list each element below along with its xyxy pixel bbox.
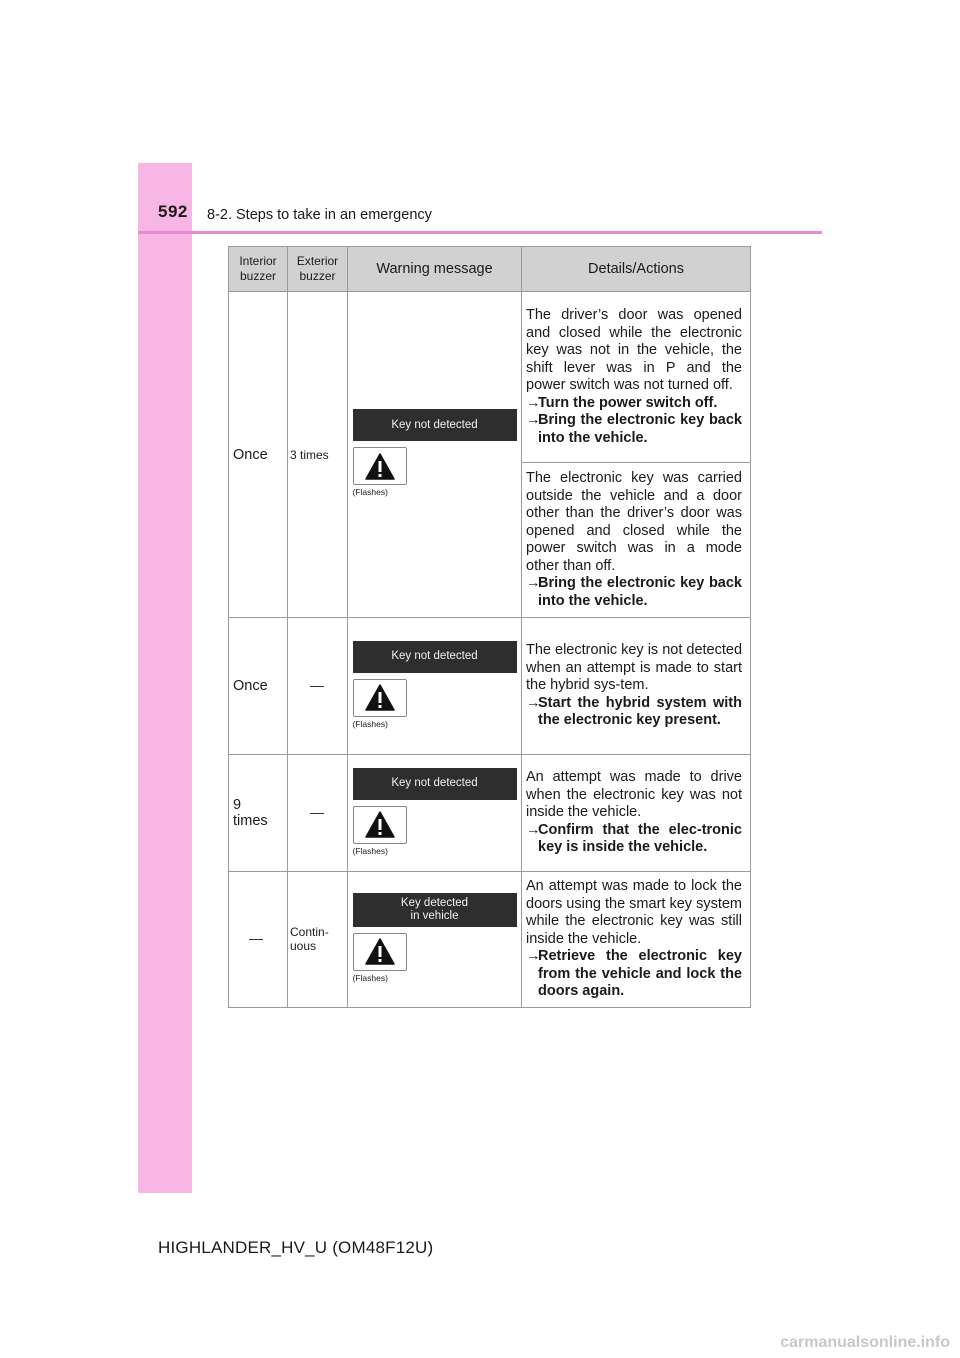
- display-screen: [353, 893, 517, 927]
- interior-buzzer-cell: Once: [229, 292, 288, 618]
- display-screen: Key not detected: [353, 768, 517, 800]
- screen-line2: in vehicle: [410, 909, 459, 922]
- flashes-label: (Flashes): [352, 487, 388, 497]
- flashes-label: (Flashes): [352, 845, 388, 856]
- warning-display: [353, 641, 517, 729]
- table-header-row: [229, 247, 751, 292]
- right-arrow-icon: →: [526, 394, 541, 411]
- exterior-line2: uous: [290, 939, 317, 954]
- exterior-buzzer-cell: [288, 755, 348, 872]
- table-row: [229, 292, 751, 463]
- interior-line1: 9: [233, 797, 242, 813]
- detail-text: The electronic key was carried outside the vehicle and a door other than the driver’s door was opened and closed while the power switch was in a mode other than off.: [526, 470, 742, 574]
- details-cell: [522, 755, 751, 872]
- warning-triangle-icon: [353, 806, 407, 844]
- detail-text: An attempt was made to drive when the electronic key was not inside the vehicle.: [526, 769, 742, 821]
- action-text: Bring the electronic key back into the vehicle.: [538, 412, 742, 446]
- exterior-buzzer-cell: [288, 618, 348, 755]
- details-cell: [522, 292, 751, 463]
- warning-message-cell: [348, 755, 522, 872]
- section-title: 8-2. Steps to take in an emergency: [207, 207, 432, 223]
- warning-table: [228, 246, 751, 1008]
- warning-message-cell: [348, 872, 522, 1008]
- right-arrow-icon: →: [526, 575, 541, 591]
- details-cell: [522, 463, 751, 618]
- action-item: [526, 395, 742, 413]
- col-exterior-line1: Exterior: [296, 254, 339, 268]
- right-arrow-icon: →: [526, 948, 541, 964]
- side-tab-band: [138, 163, 192, 1193]
- col-interior-line1: Interior: [239, 254, 277, 268]
- warning-triangle-icon: [353, 447, 407, 485]
- display-screen: Key not detected: [353, 409, 517, 441]
- table-row: [229, 755, 751, 872]
- exterior-line1: Contin-: [290, 925, 329, 940]
- col-warning-message: Warning message: [348, 247, 522, 292]
- table-row: [229, 618, 751, 755]
- action-item: [526, 695, 742, 730]
- detail-text: An attempt was made to lock the doors using the smart key system while the electronic key was still inside the vehicle.: [526, 878, 742, 947]
- document-id: HIGHLANDER_HV_U (OM48F12U): [158, 1238, 434, 1257]
- details-cell: [522, 872, 751, 1008]
- details-cell: [522, 618, 751, 755]
- warning-display: [353, 768, 517, 856]
- warning-message-cell: [348, 618, 522, 755]
- right-arrow-icon: →: [526, 412, 541, 428]
- page-number: 592: [158, 202, 188, 221]
- interior-buzzer-cell: Once: [229, 618, 288, 755]
- exterior-buzzer-cell: 3 times: [288, 292, 348, 618]
- col-interior-buzzer: [229, 247, 288, 292]
- col-exterior-line2: buzzer: [299, 269, 336, 283]
- interior-buzzer-cell: [229, 872, 288, 1008]
- none-dash: [310, 686, 324, 687]
- screen-line1: Key detected: [400, 896, 469, 909]
- col-interior-line2: buzzer: [239, 269, 277, 283]
- action-text: Start the hybrid system with the electronic key present.: [538, 694, 742, 729]
- exterior-buzzer-cell: [288, 872, 348, 1008]
- col-details-actions: Details/Actions: [522, 247, 751, 292]
- warning-display: [353, 893, 517, 983]
- col-exterior-buzzer: [288, 247, 348, 292]
- watermark[interactable]: carmanualsonline.info: [780, 1334, 950, 1351]
- action-text: Turn the power switch off.: [538, 394, 718, 411]
- display-screen: Key not detected: [353, 641, 517, 673]
- flashes-label: (Flashes): [352, 972, 388, 983]
- action-text: Bring the electronic key back into the vehicle.: [538, 575, 742, 609]
- none-dash: [310, 813, 324, 814]
- header-rule: [138, 231, 822, 234]
- warning-triangle-icon: [353, 679, 407, 717]
- warning-triangle-icon: [353, 933, 407, 971]
- action-item: [526, 822, 742, 857]
- interior-line2: times: [233, 813, 268, 829]
- right-arrow-icon: →: [526, 821, 541, 838]
- detail-text: The driver’s door was opened and closed while the electronic key was not in the vehicle, the shift lever was in P and the power switch was not turned off.: [526, 307, 742, 393]
- flashes-label: (Flashes): [352, 718, 388, 729]
- action-text: Retrieve the electronic key from the vehicle and lock the doors again.: [538, 948, 742, 999]
- table-row: [229, 872, 751, 1008]
- warning-message-cell: [348, 292, 522, 618]
- warning-display: [353, 409, 517, 497]
- detail-text: The electronic key is not detected when an attempt is made to start the hybrid sys-tem.: [526, 642, 743, 694]
- action-item: [526, 948, 742, 1001]
- action-item: [526, 412, 742, 447]
- action-item: [526, 575, 742, 610]
- right-arrow-icon: →: [526, 694, 541, 711]
- none-dash: [249, 939, 263, 940]
- interior-buzzer-cell: [229, 755, 288, 872]
- action-text: Confirm that the elec-tronic key is inside the vehicle.: [538, 821, 742, 856]
